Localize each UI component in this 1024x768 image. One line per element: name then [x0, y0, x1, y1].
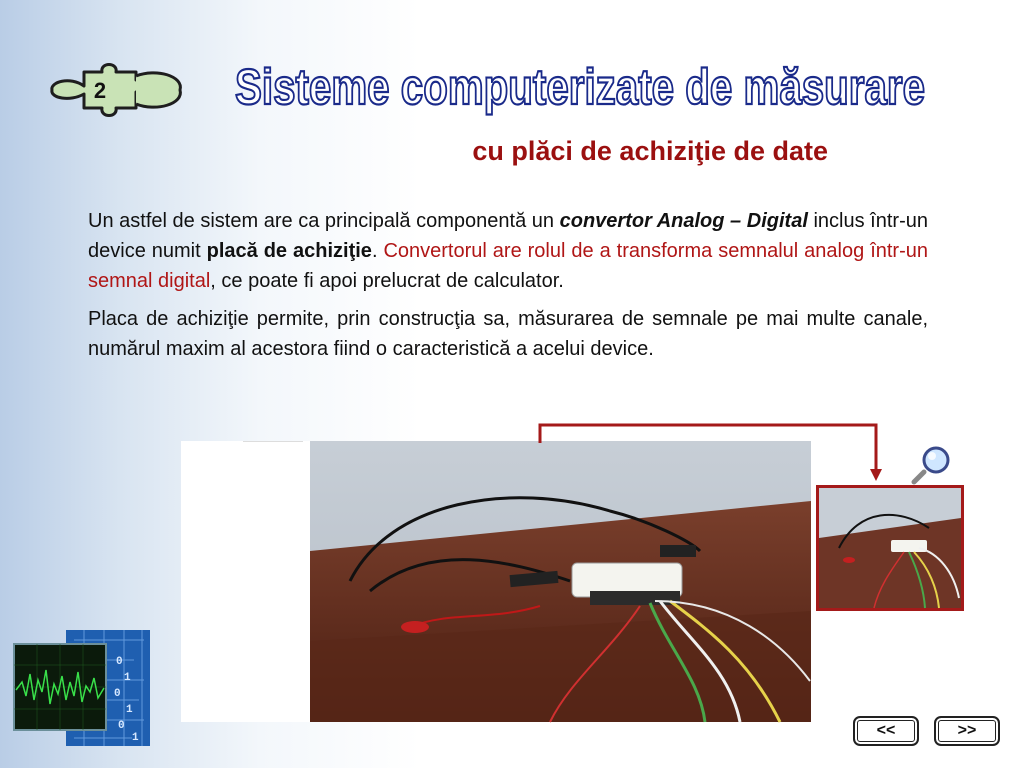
- puzzle-piece-icon: [44, 58, 186, 122]
- paragraph-2: Placa de achiziţie permite, prin construcţia sa, măsurarea de semnale pe mai multe canale, numărul maxim al acestora fiind o caracteristică a acelui device.: [88, 308, 928, 360]
- term-converter: convertor Analog – Digital: [559, 210, 808, 232]
- svg-text:1: 1: [132, 732, 139, 744]
- slide-title: [220, 52, 940, 122]
- svg-text:0: 0: [118, 720, 125, 732]
- decorative-signal-graphic: [14, 630, 154, 748]
- paragraph-1: Un astfel de sistem are ca principală componentă un convertor Analog – Digital inclus într-un device numit placă de achiziţie. Convertorul are rolul de a transforma semnalul analog într-un semnal digital, ce poate fi apoi prelucrat de calculator.: [88, 210, 928, 292]
- svg-text:1: 1: [124, 672, 131, 684]
- term-daq-board: placă de achiziţie: [206, 240, 372, 262]
- connector-arrow: [538, 423, 878, 483]
- magnifier-icon[interactable]: [912, 444, 952, 484]
- daq-photo-thumbnail[interactable]: [816, 485, 964, 611]
- daq-photo-large: [310, 441, 811, 722]
- photo-margin: [181, 441, 311, 722]
- slide-number: 2: [93, 78, 107, 103]
- svg-text:0: 0: [116, 656, 123, 668]
- svg-text:1: 1: [126, 704, 133, 716]
- prev-slide-button[interactable]: <<: [853, 716, 919, 746]
- title-text: Sisteme computerizate de măsurare: [235, 59, 925, 115]
- body-text: [88, 206, 928, 372]
- slide-subtitle: cu plăci de achiziţie de date: [472, 136, 828, 166]
- svg-text:0: 0: [114, 688, 121, 700]
- highlight-sentence: Convertorul are rolul de a transforma semnalul analog într-un semnal digital: [88, 240, 928, 292]
- next-slide-button[interactable]: >>: [934, 716, 1000, 746]
